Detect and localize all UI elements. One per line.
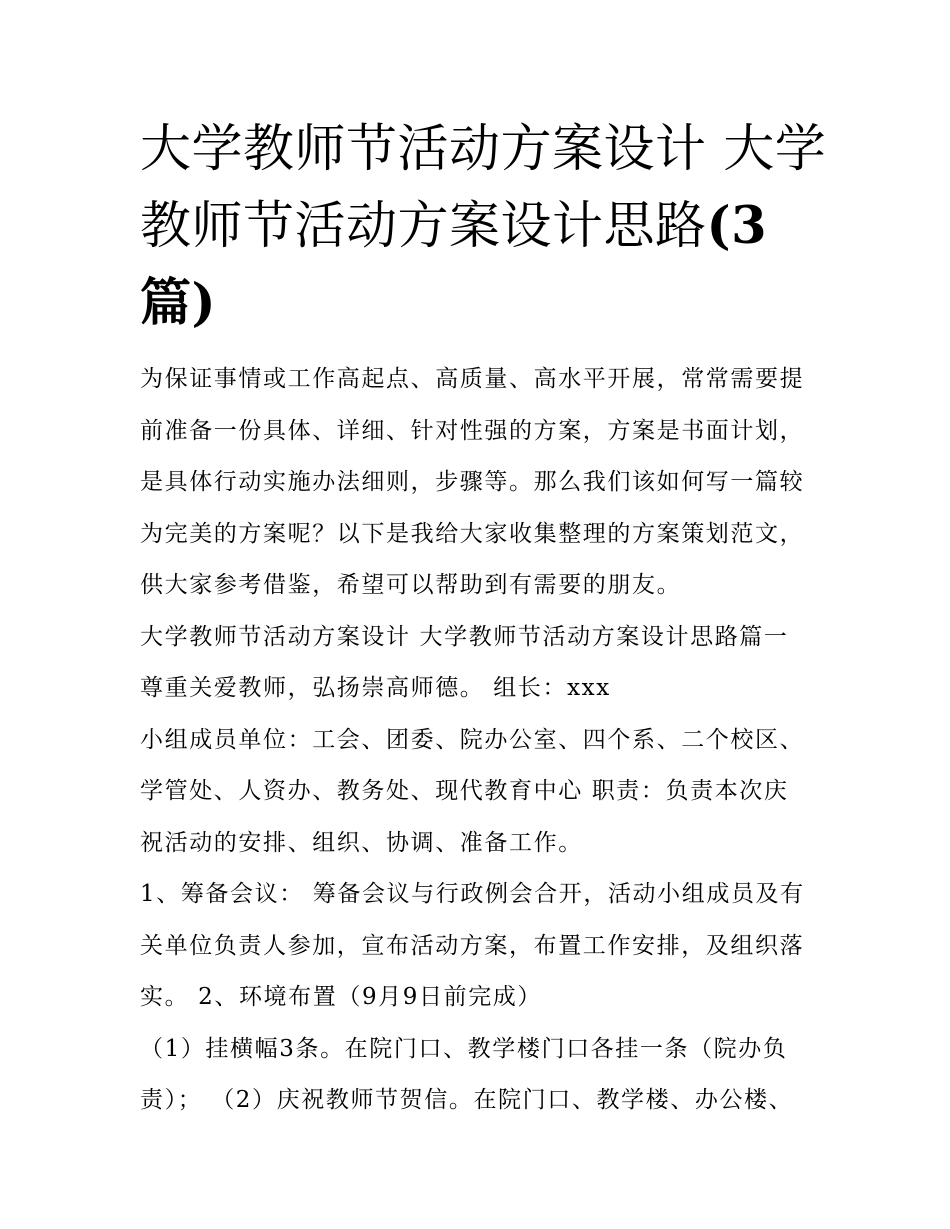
body-line-10: 祝活动的安排、组织、协调、准备工作。 (140, 829, 583, 856)
body-line-6: 大学教师节活动方案设计 大学教师节活动方案设计思路篇一 (140, 623, 789, 650)
body-line-3: 是具体行动实施办法细则，步骤等。那么我们该如何写一篇较 (140, 469, 805, 495)
title-line-2-count: (3 (706, 196, 768, 256)
body-line-11: 1、筹备会议： 筹备会议与行政例会合开，活动小组成员及有 (140, 881, 805, 907)
title-line-3: 篇) (140, 273, 217, 333)
body-line-4: 为完美的方案呢？以下是我给大家收集整理的方案策划范文， (140, 520, 805, 547)
document-title (140, 112, 840, 342)
body-line-15: 责）； （2）庆祝教师节贺信。在院门口、教学楼、办公楼、 (140, 1087, 794, 1113)
body-line-13: 实。 2、环境布置（9月9日前完成） (140, 984, 543, 1010)
body-line-14: （1）挂横幅3条。在院门口、教学楼门口各挂一条（院办负 (140, 1035, 788, 1062)
title-line-1: 大学教师节活动方案设计 大学 (140, 120, 827, 179)
body-line-5: 供大家参考借鉴，希望可以帮助到有需要的朋友。 (140, 572, 682, 598)
body-line-9: 学管处、人资办、教务处、现代教育中心 职责：负责本次庆 (140, 778, 789, 804)
body-line-2: 前准备一份具体、详细、针对性强的方案，方案是书面计划， (140, 417, 805, 444)
body-line-12: 关单位负责人参加，宣布活动方案，布置工作安排，及组织落 (140, 932, 805, 959)
body-line-1: 为保证事情或工作高起点、高质量、高水平开展，常常需要提 (140, 366, 805, 392)
document-body (140, 354, 830, 1127)
body-line-8: 小组成员单位：工会、团委、院办公室、四个系、二个校区、 (140, 726, 805, 753)
body-line-7: 尊重关爱教师，弘扬崇高师德。 组长：xxx (140, 675, 611, 701)
title-line-2: 教师节活动方案设计思路 (140, 197, 707, 256)
